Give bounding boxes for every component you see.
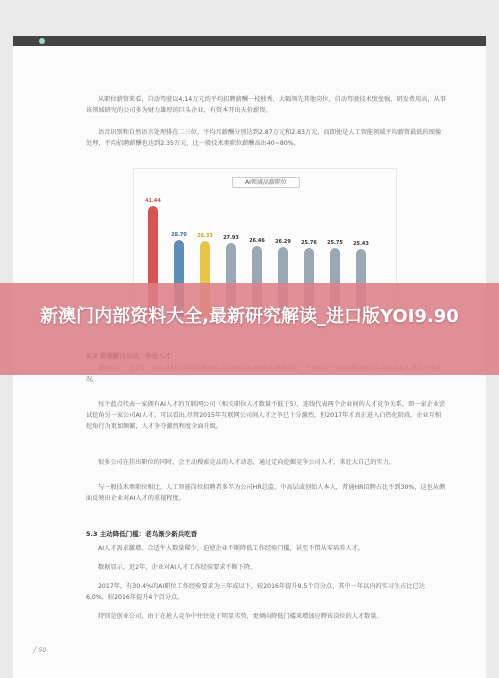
- bar-value-label: 27.93: [223, 234, 239, 241]
- paragraph: 语音识别和自然语言处理排在二三位，平均月薪酬分别达到2.87万元和2.83万元，而即使是人工智能领域平均薪资最低的图像处理，平均招聘薪酬也达到2.35万元，比一般技术类职位薪酬高出40~80%。: [86, 129, 442, 148]
- paragraph: 况。: [86, 376, 99, 384]
- paragraph: AI人才需求激增，合适牛人数量稀少，迫使企业不断降低工作经验门槛，甚至不惜从零培养人才。: [98, 545, 364, 552]
- bar-value-label: 26.46: [249, 238, 265, 245]
- paragraph: 从职位薪资来看，自动驾驶以4.14万元的平均招聘薪酬一枝独秀，大幅领先其他岗位，自动驾驶技术壁垒强、研发费用高，从事该领域研究的公司多为财力雄厚的巨头企业，有资本开出天价薪资。: [86, 96, 446, 115]
- bar-value-label: 41.44: [145, 198, 161, 205]
- bar-value-label: 26.29: [275, 238, 291, 245]
- paragraph: 每个蓝点代表一家拥有AI人才的互联网公司（相关职位人才数量不低于5），连线代表两个企业间的人才竞争关系，即一家企业尝试挖角另一家公司AI人才。可以看出,尽管2015年互联网公司间人才之争已十分激烈，但2017年才真正进入白热化阶段，企业互相挖角行为更加频繁，人才争夺激烈程度全面升级。: [86, 401, 446, 431]
- bar-value-label: 26.33: [197, 233, 213, 240]
- section-heading: 5.3 主动降低门槛：老鸟渐少新兵吃香: [86, 530, 198, 538]
- bar-value-label: 25.76: [301, 240, 317, 247]
- paragraph: 特别是创业公司，由于在抢人竞争中往往处于明显劣势，更倾向降低门槛来增加应聘该岗位的人才数量。: [98, 613, 383, 620]
- paragraph: 与一般技术类职位相比，人工智能岗位招聘者多半为公司HR总监、中高层或创始人本人，普通HR招聘占比不到30%，这也从侧面反映出企业对AI人才的重视程度。: [86, 484, 446, 503]
- bar-value-label: 25.75: [327, 240, 343, 247]
- bar-value-label: 28.70: [171, 232, 187, 239]
- paragraph: 数据显示，近2年，企业对AI人才工作经验要求不断下降。: [98, 564, 257, 571]
- bar-value-label: 25.43: [353, 241, 369, 248]
- section-marker: [39, 38, 45, 44]
- chart-title: AI领域高薪职位: [232, 177, 300, 188]
- paragraph: 2017年，有30.4%的AI职位工作经验要求为三年或以下，较2016年提升9.5个百分点，其中一年以内的实习生占比已达6.0%，较2016年提升4个百分点。: [86, 583, 425, 602]
- promo-overlay-text: 新澳门内部资料大全,最新研究解读_进口版YOI9.90: [40, 306, 459, 327]
- page-header-bar: [13, 36, 486, 46]
- page-number: ╱ 50: [33, 647, 47, 654]
- paragraph: 很多公司在挂出职位的同时，会主动搜索竞品的人才动态，通过定向挖掘竞争公司人才，来壮大自己的实力。: [98, 459, 395, 466]
